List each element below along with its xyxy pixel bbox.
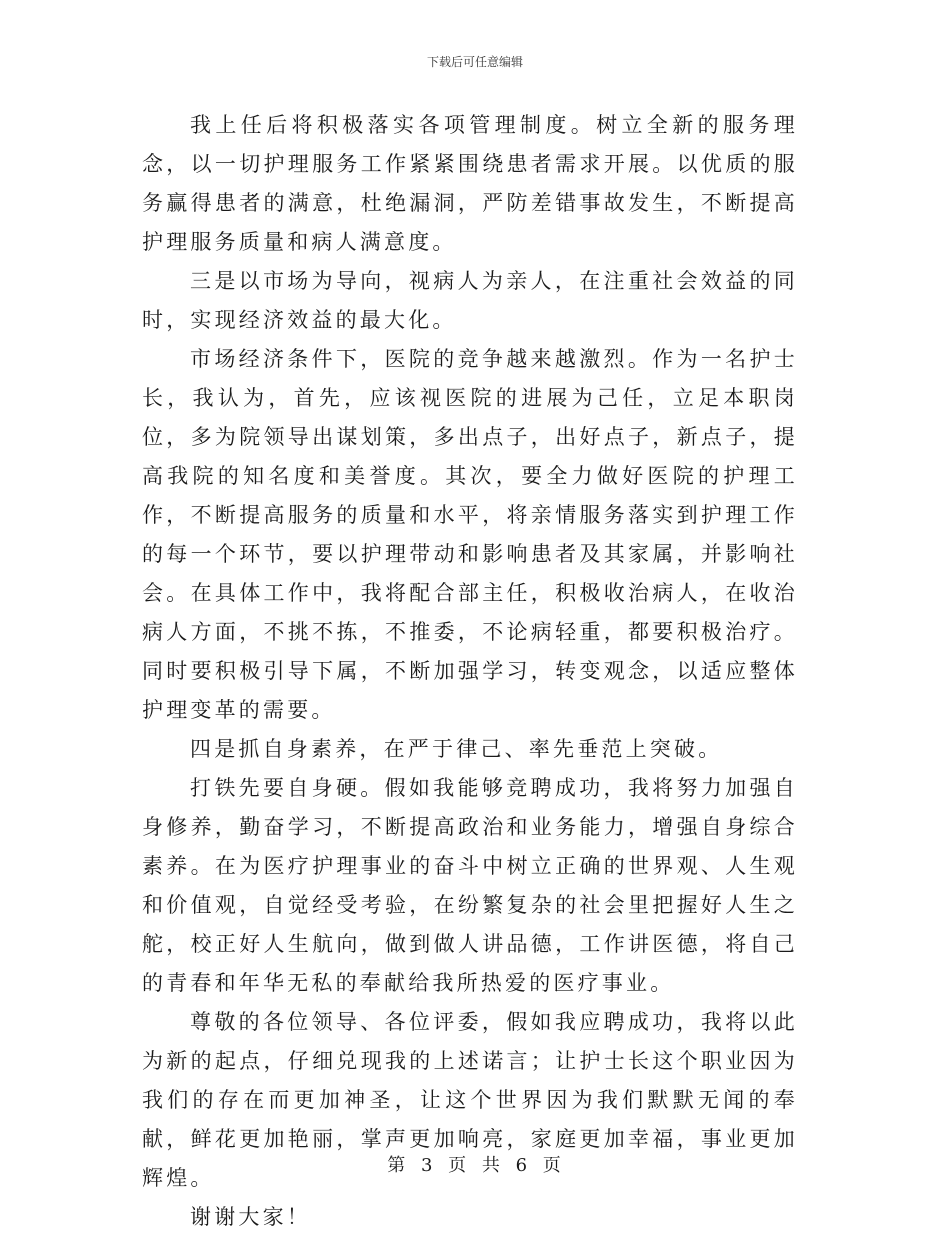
footer-label-suffix: 页 — [542, 1155, 563, 1176]
footer-current-page: 3 — [420, 1155, 435, 1176]
footer-label-page: 页 — [448, 1155, 469, 1176]
footer-total-pages: 6 — [515, 1155, 530, 1176]
page-header: 下载后可任意编辑 — [426, 55, 523, 69]
footer-label-prefix: 第 — [387, 1155, 408, 1176]
paragraph-5: 打铁先要自身硬。假如我能够竞聘成功，我将努力加强自身修养，勤奋学习，不断提高政治和业务能力，增强自身综合素养。在为医疗护理事业的奋斗中树立正确的世界观、人生观和价值观，自觉经受考验，在纷繁复杂的社会里把握好人生之舵，校正好人生航向，做到做人讲品德，工作讲医德，将自己的青春和年华无私的奉献给我所热爱的医疗事业。 — [142, 776, 798, 995]
paragraph-7: 谢谢大家！ — [190, 1205, 311, 1229]
footer-label-total: 共 — [481, 1155, 502, 1176]
document-body — [142, 106, 798, 1237]
paragraph-6: 尊敬的各位领导、各位评委，假如我应聘成功，我将以此为新的起点，仔细兑现我的上述诺言；让护士长这个职业因为我们的存在而更加神圣，让这个世界因为我们默默无闻的奉献，鲜花更加艳丽，掌声更加响亮，家庭更加幸福，事业更加辉煌。 — [142, 1010, 798, 1190]
paragraph-1: 我上任后将积极落实各项管理制度。树立全新的服务理念，以一切护理服务工作紧紧围绕患者需求开展。以优质的服务赢得患者的满意，杜绝漏洞，严防差错事故发生，不断提高护理服务质量和病人满意度。 — [142, 113, 798, 254]
paragraph-4: 四是抓自身素养，在严于律己、率先垂范上突破。 — [190, 737, 723, 761]
paragraph-2: 三是以市场为导向，视病人为亲人，在注重社会效益的同时，实现经济效益的最大化。 — [142, 269, 798, 332]
paragraph-3: 市场经济条件下，医院的竞争越来越激烈。作为一名护士长，我认为，首先，应该视医院的进展为己任，立足本职岗位，多为院领导出谋划策，多出点子，出好点子，新点子，提高我院的知名度和美誉度。其次，要全力做好医院的护理工作，不断提高服务的质量和水平，将亲情服务落实到护理工作的每一个环节，要以护理带动和影响患者及其家属，并影响社会。在具体工作中，我将配合部主任，积极收治病人，在收治病人方面，不挑不拣，不推委，不论病轻重，都要积极治疗。同时要积极引导下属，不断加强学习，转变观念，以适应整体护理变革的需要。 — [142, 347, 798, 722]
page-footer — [0, 1154, 950, 1178]
